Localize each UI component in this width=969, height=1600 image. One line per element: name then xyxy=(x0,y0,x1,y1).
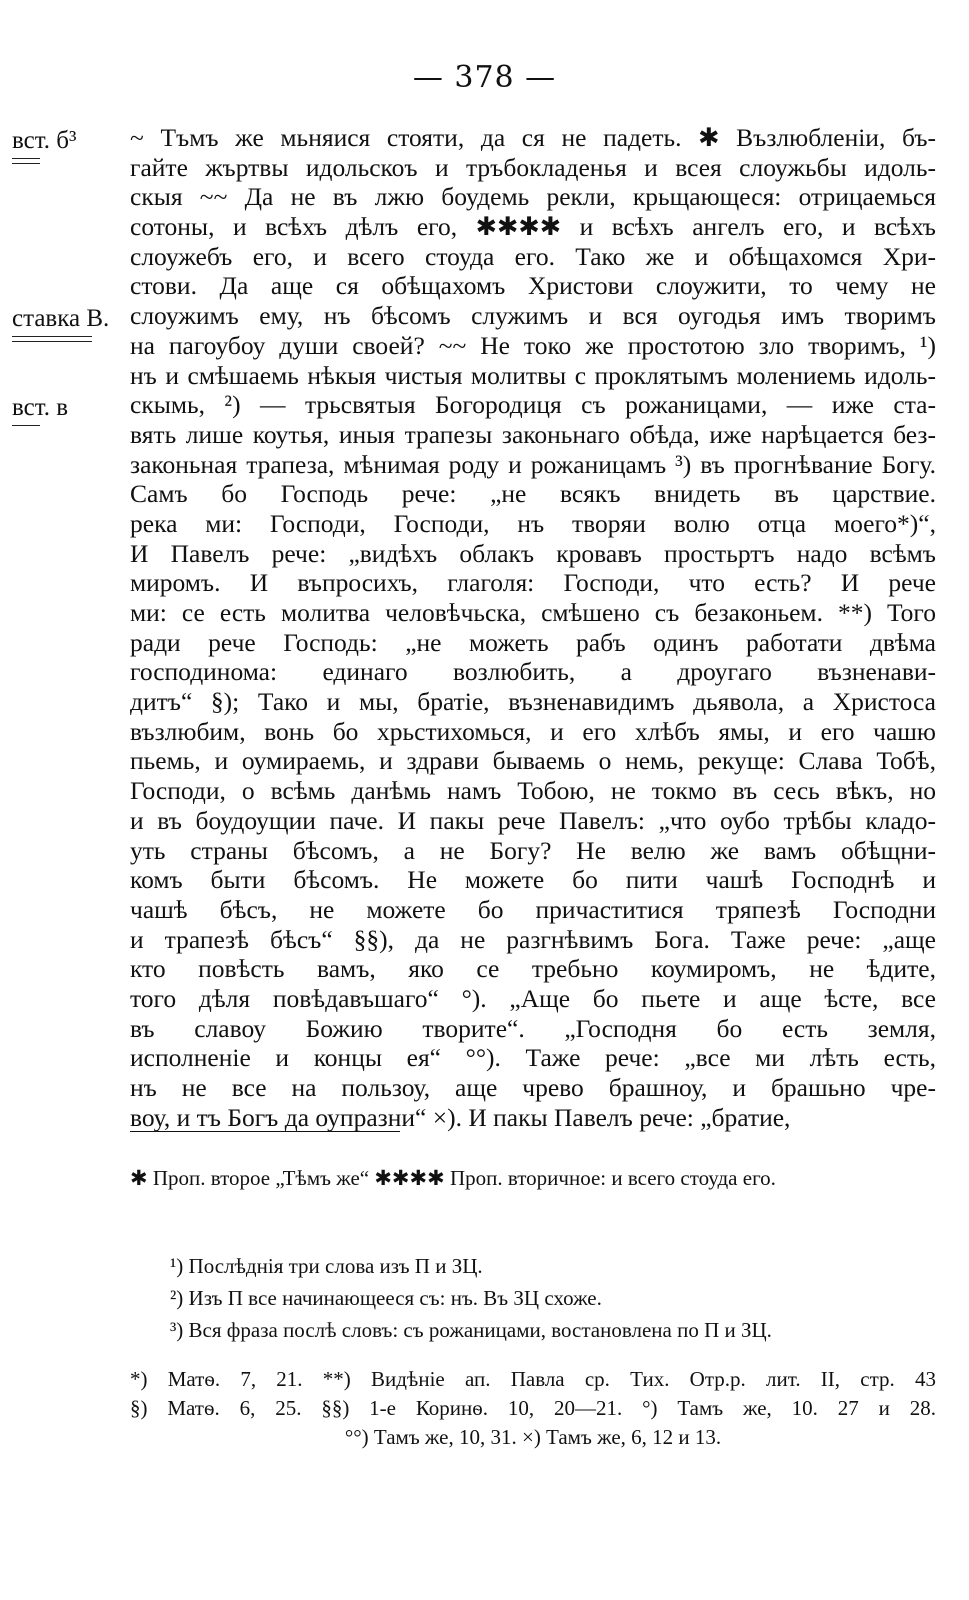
margin-note-vst-b3 xyxy=(12,127,77,164)
text-line: миромъ. И въпросихъ, глаголя: Господи, что есть? И рече xyxy=(130,568,936,598)
text-line: и трапезѣ бѣсъ“ §§), да не разгнѣвимъ Бога. Таже рече: „аще xyxy=(130,924,936,954)
text-line: възлюбим, вонь бо хрьстихомься, и его хлѣбъ ямы, и его чашю xyxy=(130,716,936,746)
text-line: река ми: Господи, Господи, нъ творяи волю отца моего*)“, xyxy=(130,508,936,538)
reference-line: *) Матѳ. 7, 21. **) Видѣніе ап. Павла ср. Тих. Отр.р. лит. II, стр. 43 xyxy=(130,1367,936,1391)
text-line: пьемь, и оумираемь, и здрави бываемь о немь, рекуще: Слава Тобѣ, xyxy=(130,746,936,776)
text-line: Господи, о всѣмь данѣмь намъ Тобою, не токмо въ сесь вѣкъ, но xyxy=(130,776,936,806)
text-line: скымь, ²) — трьсвятыя Богородиця съ рожаницами, — иже ста- xyxy=(130,390,936,420)
text-line: комъ быти бѣсомъ. Не можете бо пити чашѣ Господнѣ и xyxy=(130,865,936,895)
text-line: уть страны бѣсомъ, а не Богу? Не велю же вамъ обѣщни- xyxy=(130,835,936,865)
margin-note-vst-v xyxy=(12,394,68,426)
margin-underline xyxy=(12,158,40,164)
text-line: и въ боудоущии паче. И пакы рече Павелъ: „что оубо трѣбы кладо- xyxy=(130,805,936,835)
text-line: сотоны, и всѣхъ дѣлъ его, ✱✱✱✱ и всѣхъ ангелъ его, и всѣхъ xyxy=(130,212,936,242)
text-line: исполненіе и концы ея“ °°). Таже рече: „все ми лѣть есть, xyxy=(130,1043,936,1073)
text-line: въ славоу Божию творите“. „Господня бо есть земля, xyxy=(130,1013,936,1043)
main-text xyxy=(130,123,936,1132)
page-number: — 378 — xyxy=(412,60,557,95)
margin-note-stavka xyxy=(12,305,109,342)
text-line: скыя ~~ Да не въ лжю боудемь рекли, крьщающеся: отрицаемься xyxy=(130,182,936,212)
margin-underline xyxy=(12,336,92,342)
footnotes xyxy=(170,1250,772,1346)
text-line: чашѣ бѣсъ, не можете бо причаститися тряпезѣ Господни xyxy=(130,894,936,924)
footnote: ¹) Послѣднія три слова изъ П и ЗЦ. xyxy=(170,1254,483,1278)
footnote: ³) Вся фраза послѣ словъ: съ рожаницами, востановлена по П и ЗЦ. xyxy=(170,1318,772,1342)
text-line: нъ и смѣшаемь нѣкыя чистыя молитвы с проклятымъ молениемь идоль- xyxy=(130,360,936,390)
text-line: слоужебъ его, и всего стоуда его. Тако же и обѣщахомся Хри- xyxy=(130,241,936,271)
text-line: воу, и тъ Богъ да оупразни“ ×). И пакы Павелъ рече: „братие, xyxy=(130,1102,791,1132)
text-line: гайте жъртвы идольскоъ и тръбокладенья и всея слоужьбы идоль- xyxy=(130,152,936,182)
reference-line: §) Матѳ. 6, 25. §§) 1-е Коринѳ. 10, 20—21. °) Тамъ же, 10. 27 и 28. xyxy=(130,1396,936,1420)
text-line: на пагоубоу души своей? ~~ Не токо же простотою зло творимъ, ¹) xyxy=(130,330,936,360)
variant-note: ✱ Проп. второе „Тѣмъ же“ ✱✱✱✱ Проп. вторичное: и всего стоуда его. xyxy=(130,1166,776,1190)
text-line: дитъ“ §); Тако и мы, братіе, възненавидимъ дьявола, а Христоса xyxy=(130,687,936,717)
text-line: ради рече Господь: „не можеть рабъ одинъ работати двѣма xyxy=(130,627,936,657)
margin-note-label: вст. б³ xyxy=(12,127,77,154)
reference-line: °°) Тамъ же, 10, 31. ×) Тамъ же, 6, 12 и 13. xyxy=(344,1425,722,1449)
text-line: нъ не все на пользоу, аще чрево брашноу, и брашьно чре- xyxy=(130,1073,936,1102)
text-line: вять лише коутья, иныя трапезы законьнаго обѣда, иже нарѣцается без- xyxy=(130,419,936,449)
text-line: того дѣля повѣдавъшаго“ °). „Аще бо пьете и аще ѣсте, все xyxy=(130,983,936,1013)
text-line: стови. Да аще ся обѣщахомъ Христови слоужити, то чему не xyxy=(130,271,936,301)
text-line: Самъ бо Господь рече: „не всякъ внидеть въ царствие. xyxy=(130,479,936,509)
footnote: ²) Изъ П все начинающееся съ: нъ. Въ ЗЦ схоже. xyxy=(170,1286,602,1310)
margin-underline xyxy=(12,425,40,426)
margin-note-label: ставка В. xyxy=(12,305,110,332)
text-line: законьная трапеза, мѣнимая роду и рожаницамъ ³) въ прогнѣвание Богу. xyxy=(130,449,936,479)
text-line: господинома: единаго возлюбить, а дроугаго възненави- xyxy=(130,657,936,687)
margin-note-label: вст. в xyxy=(12,394,69,421)
scripture-references xyxy=(130,1365,936,1452)
text-line: слоужимъ ему, нъ бѣсомъ служимъ и вся оугодья имъ творимъ xyxy=(130,301,936,331)
footnote-divider xyxy=(130,1131,400,1132)
text-line: И Павелъ рече: „видѣхъ облакъ кровавъ простьртъ надо всѣмъ xyxy=(130,538,936,568)
text-line: ~ Тъмъ же мьняися стояти, да ся не падеть. ✱ Възлюбленіи, бъ- xyxy=(130,123,936,152)
text-line: ми: се есть молитва человѣчьска, смѣшено съ безаконьем. **) Того xyxy=(130,598,936,627)
text-line: кто повѣсть вамъ, яко се требьно коумиромъ, не ѣдите, xyxy=(130,954,936,984)
